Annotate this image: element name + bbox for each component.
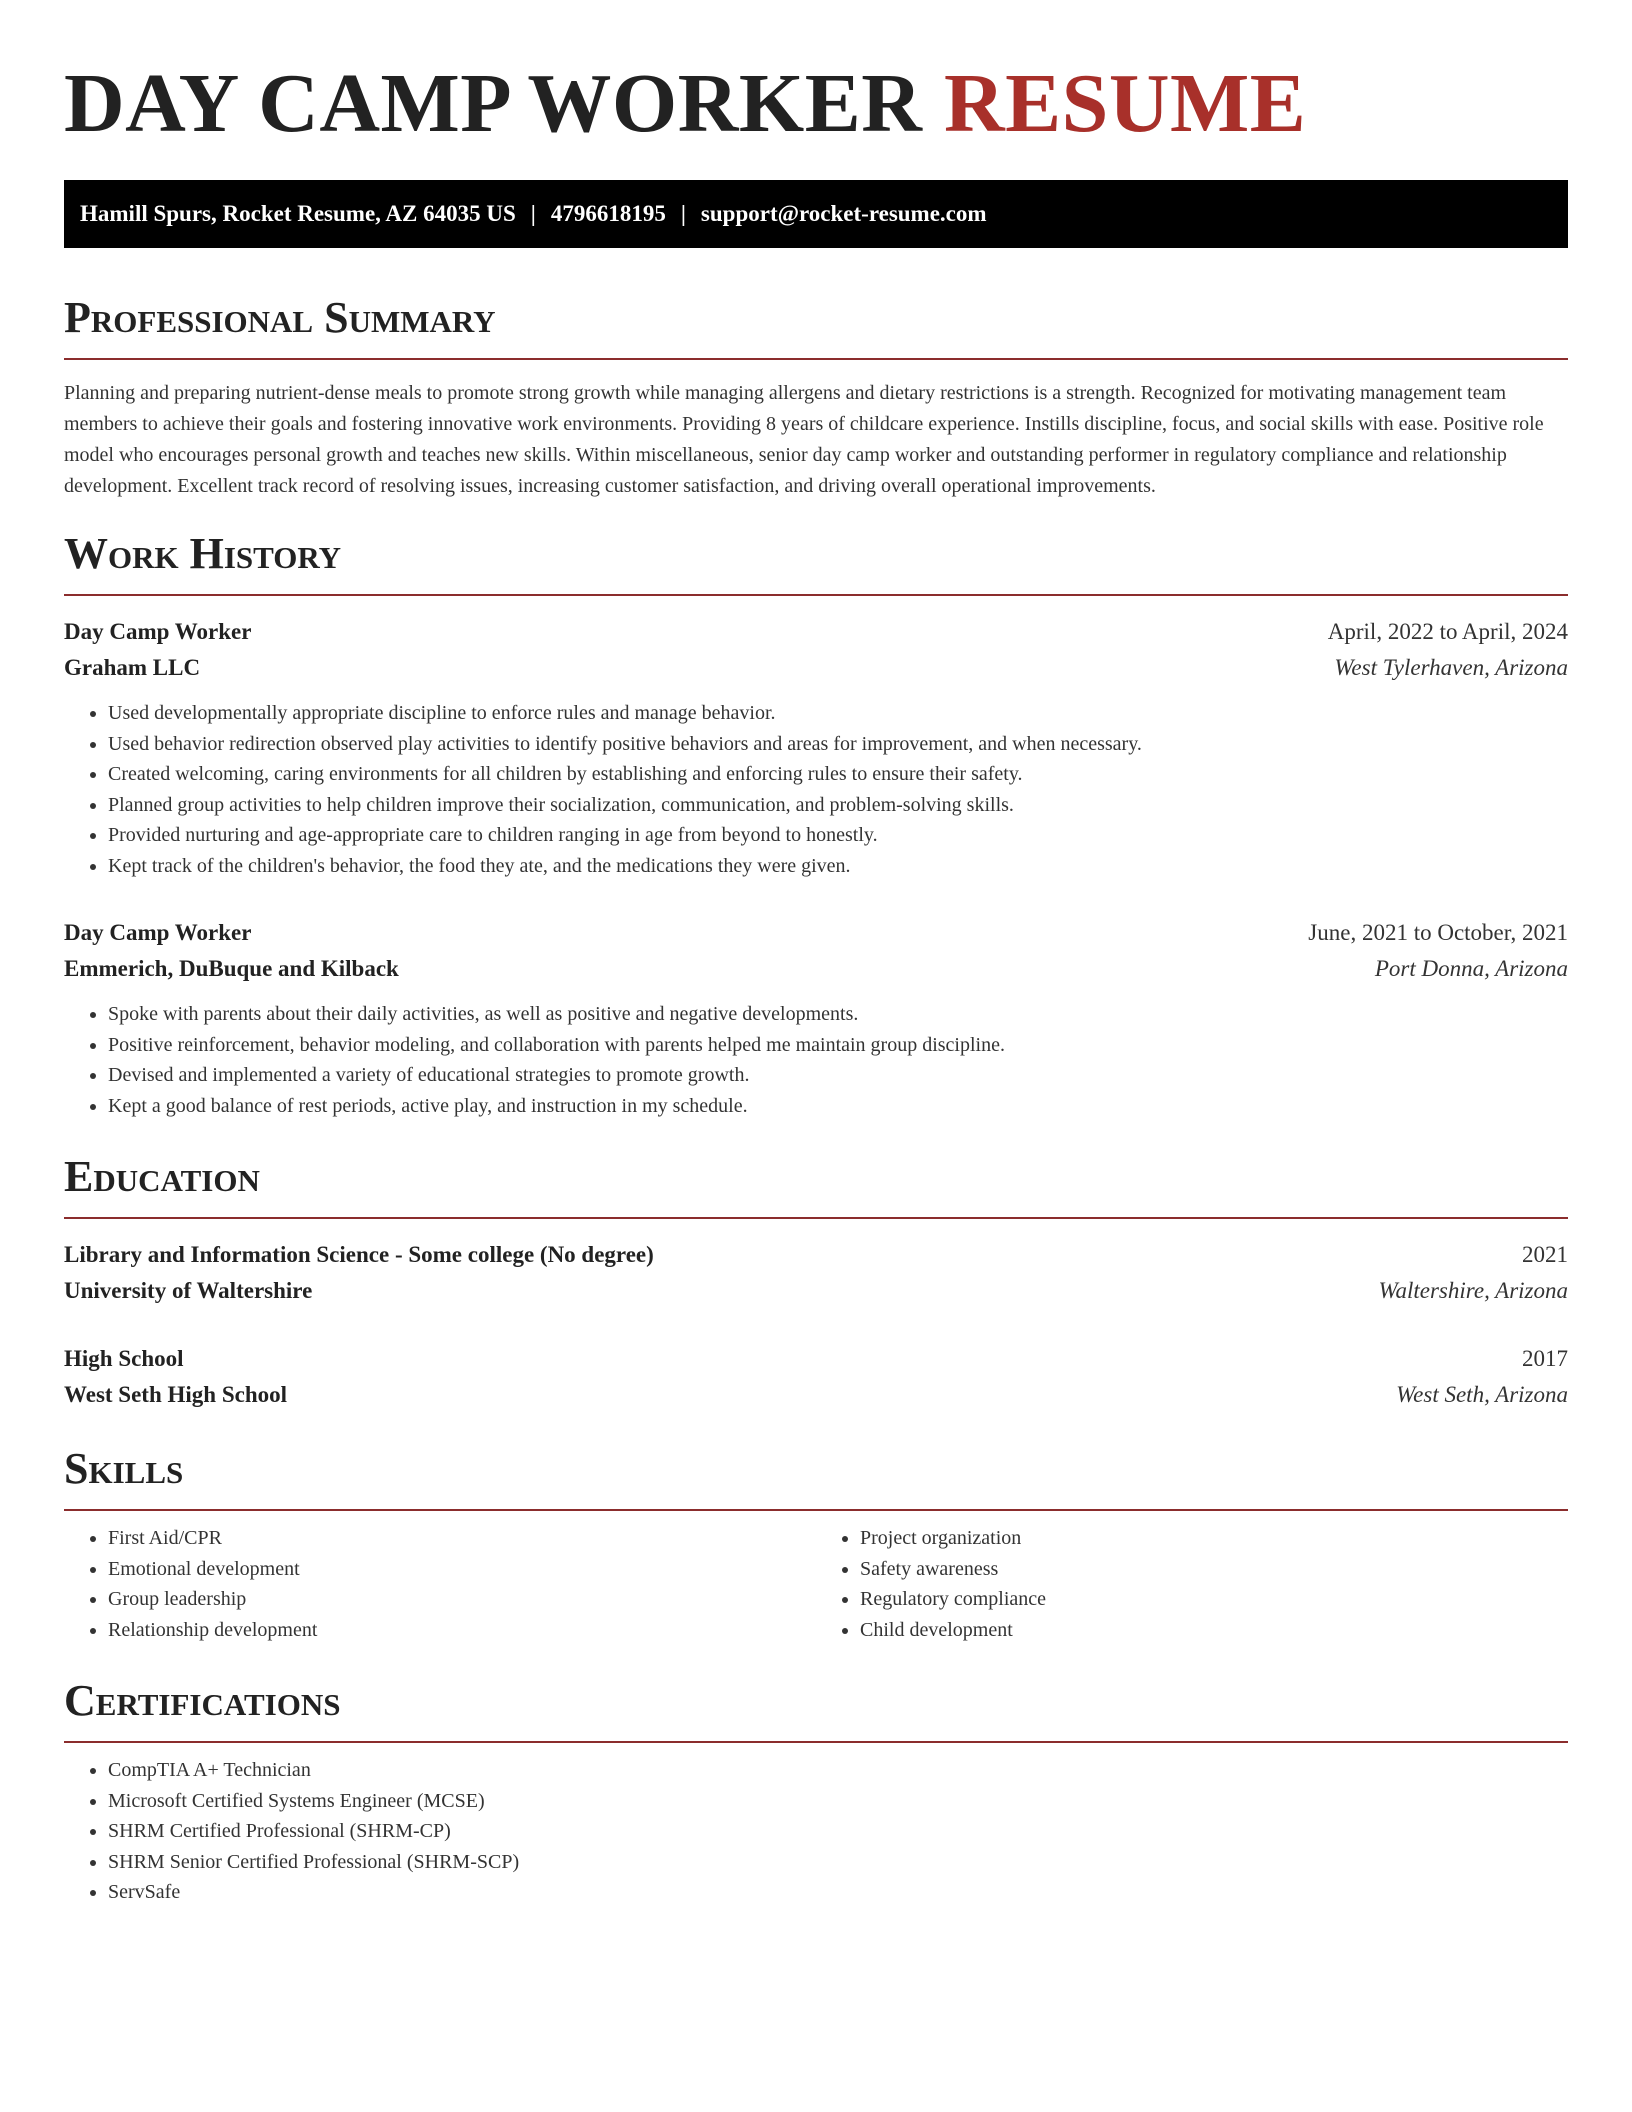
skill-item: • Relationship development	[108, 1615, 816, 1646]
job-company-row	[64, 951, 1568, 987]
contact-bar	[64, 180, 1568, 248]
skill-item: • First Aid/CPR	[108, 1523, 816, 1554]
title-main: DAY CAMP WORKER	[64, 57, 923, 150]
certifications-list	[64, 1755, 1568, 1908]
list-item: • Spoke with parents about their daily activities, as well as positive and negative developments.	[108, 999, 1568, 1030]
education-location: West Seth, Arizona	[1396, 1382, 1568, 1407]
education-entry	[64, 1341, 1568, 1413]
certification-item: • Microsoft Certified Systems Engineer (MCSE)	[108, 1786, 1568, 1817]
summary-text: Planning and preparing nutrient-dense meals to promote strong growth while managing allergens and dietary restrictions is a strength. Recognized for motivating management team members to achieve their goals and fostering innovative work environments. Providing 8 years of childcare experience. Instills discipline, focus, and social skills with ease. Positive role model who encourages personal growth and teaches new skills. Within miscellaneous, senior day camp worker and outstanding performer in regulatory compliance and relationship development. Excellent track record of resolving issues, increasing customer satisfaction, and driving overall operational improvements.	[64, 382, 1544, 497]
education-school: West Seth High School	[64, 1382, 288, 1407]
title-accent: RESUME	[943, 57, 1307, 150]
list-item: • Used developmentally appropriate discipline to enforce rules and manage behavior.	[108, 698, 1568, 729]
education-degree-row	[64, 1237, 1568, 1273]
skill-item: • Project organization	[860, 1523, 1568, 1554]
job-company: Graham LLC	[64, 655, 201, 680]
education-year: 2017	[1522, 1346, 1568, 1371]
contact-phone[interactable]: 4796618195	[550, 201, 666, 226]
list-item: • Devised and implemented a variety of educational strategies to promote growth.	[108, 1060, 1568, 1091]
education-school: University of Waltershire	[64, 1278, 313, 1303]
skills-grid	[64, 1523, 1568, 1645]
summary-heading: Professional Summary	[64, 292, 1568, 360]
skill-item: • Emotional development	[108, 1554, 816, 1585]
certification-item: • SHRM Certified Professional (SHRM-CP)	[108, 1816, 1568, 1847]
certifications-heading: Certifications	[64, 1675, 1568, 1743]
education-degree: High School	[64, 1346, 184, 1371]
list-item: • Provided nurturing and age-appropriate care to children ranging in age from beyond to honestly.	[108, 820, 1568, 851]
job-title: Day Camp Worker	[64, 920, 252, 945]
job-title: Day Camp Worker	[64, 619, 252, 644]
skill-item: • Child development	[860, 1615, 1568, 1646]
resume-title	[64, 0, 1568, 152]
skill-item: • Group leadership	[108, 1584, 816, 1615]
contact-separator: |	[530, 201, 536, 226]
resume-page	[64, 0, 1568, 1908]
list-item: • Created welcoming, caring environments for all children by establishing and enforcing rules to ensure their safety.	[108, 759, 1568, 790]
contact-separator: |	[680, 201, 686, 226]
job-dates: April, 2022 to April, 2024	[1327, 619, 1568, 644]
skill-item: • Regulatory compliance	[860, 1584, 1568, 1615]
job-location: West Tylerhaven, Arizona	[1334, 655, 1568, 680]
list-item: • Used behavior redirection observed play activities to identify positive behaviors and areas for improvement, and when necessary.	[108, 729, 1568, 760]
job-title-row	[64, 614, 1568, 650]
job-bullets	[64, 999, 1568, 1121]
job-title-row	[64, 915, 1568, 951]
certification-item: • ServSafe	[108, 1877, 1568, 1908]
contact-address: Hamill Spurs, Rocket Resume, AZ 64035 US	[80, 201, 516, 226]
list-item: • Planned group activities to help children improve their socialization, communication, and problem-solving skills.	[108, 790, 1568, 821]
education-entry	[64, 1237, 1568, 1309]
job-entry	[64, 614, 1568, 881]
job-entry	[64, 915, 1568, 1121]
job-bullets	[64, 698, 1568, 881]
certification-item: • SHRM Senior Certified Professional (SHRM-SCP)	[108, 1847, 1568, 1878]
job-dates: June, 2021 to October, 2021	[1308, 920, 1568, 945]
list-item: • Kept a good balance of rest periods, active play, and instruction in my schedule.	[108, 1091, 1568, 1122]
education-degree-row	[64, 1341, 1568, 1377]
education-school-row	[64, 1273, 1568, 1309]
certification-item: • CompTIA A+ Technician	[108, 1755, 1568, 1786]
skills-heading: Skills	[64, 1443, 1568, 1511]
education-year: 2021	[1522, 1242, 1568, 1267]
education-heading: Education	[64, 1151, 1568, 1219]
job-company: Emmerich, DuBuque and Kilback	[64, 956, 399, 981]
list-item: • Kept track of the children's behavior, the food they ate, and the medications they were given.	[108, 851, 1568, 882]
contact-email[interactable]: support@rocket-resume.com	[700, 201, 987, 226]
list-item: • Positive reinforcement, behavior modeling, and collaboration with parents helped me maintain group discipline.	[108, 1030, 1568, 1061]
job-location: Port Donna, Arizona	[1374, 956, 1568, 981]
work-history-heading: Work History	[64, 528, 1568, 596]
job-company-row	[64, 650, 1568, 686]
education-location: Waltershire, Arizona	[1378, 1278, 1568, 1303]
education-degree: Library and Information Science - Some college (No degree)	[64, 1242, 654, 1267]
skills-list-left	[64, 1523, 816, 1645]
education-school-row	[64, 1377, 1568, 1413]
skills-list-right	[816, 1523, 1568, 1645]
skill-item: • Safety awareness	[860, 1554, 1568, 1585]
